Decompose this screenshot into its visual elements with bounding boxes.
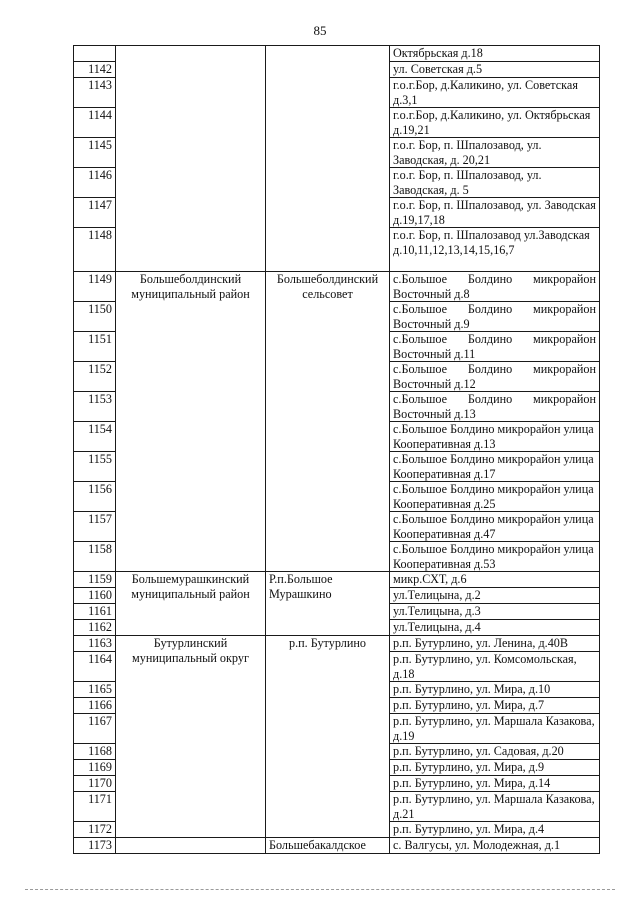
district-cell: Большемурашкинский муниципальный район bbox=[116, 572, 266, 636]
row-number: 1144 bbox=[74, 108, 116, 138]
address-cell: г.о.г. Бор, п. Шпалозавод, ул. Заводская, д. 5 bbox=[390, 168, 600, 198]
row-number: 1163 bbox=[74, 636, 116, 652]
address-cell: р.п. Бутурлино, ул. Маршала Казакова, д.19 bbox=[390, 714, 600, 744]
table-row bbox=[74, 272, 600, 302]
page-bottom-rule bbox=[25, 889, 615, 890]
district-cell bbox=[116, 46, 266, 272]
address-cell: с.Большое Болдино микрорайон Восточный д.12 bbox=[390, 362, 600, 392]
row-number: 1165 bbox=[74, 682, 116, 698]
address-cell: р.п. Бутурлино, ул. Мира, д.14 bbox=[390, 776, 600, 792]
row-number: 1154 bbox=[74, 422, 116, 452]
row-number: 1162 bbox=[74, 620, 116, 636]
row-number: 1143 bbox=[74, 78, 116, 108]
row-number: 1167 bbox=[74, 714, 116, 744]
row-number: 1164 bbox=[74, 652, 116, 682]
address-cell: с.Большое Болдино микрорайон Восточный д.8 bbox=[390, 272, 600, 302]
row-number: 1156 bbox=[74, 482, 116, 512]
address-cell: р.п. Бутурлино, ул. Мира, д.4 bbox=[390, 822, 600, 838]
row-number bbox=[74, 46, 116, 62]
settlement-cell: Большебакалдское bbox=[266, 838, 390, 854]
row-number: 1168 bbox=[74, 744, 116, 760]
address-cell: г.о.г. Бор, п. Шпалозавод, ул. Заводская, д. 20,21 bbox=[390, 138, 600, 168]
settlement-cell: Большеболдинский сельсовет bbox=[266, 272, 390, 572]
row-number: 1172 bbox=[74, 822, 116, 838]
row-number: 1158 bbox=[74, 542, 116, 572]
address-cell: р.п. Бутурлино, ул. Мира, д.10 bbox=[390, 682, 600, 698]
address-cell: с.Большое Болдино микрорайон улица Кооперативная д.47 bbox=[390, 512, 600, 542]
address-cell: р.п. Бутурлино, ул. Маршала Казакова, д.21 bbox=[390, 792, 600, 822]
address-cell: р.п. Бутурлино, ул. Мира, д.9 bbox=[390, 760, 600, 776]
table-row bbox=[74, 572, 600, 588]
address-cell: с. Валгусы, ул. Молодежная, д.1 bbox=[390, 838, 600, 854]
row-number: 1170 bbox=[74, 776, 116, 792]
row-number: 1155 bbox=[74, 452, 116, 482]
address-cell: с.Большое Болдино микрорайон улица Кооперативная д.17 bbox=[390, 452, 600, 482]
address-cell: с.Большое Болдино микрорайон улица Кооперативная д.13 bbox=[390, 422, 600, 452]
row-number: 1149 bbox=[74, 272, 116, 302]
address-cell: ул.Телицына, д.3 bbox=[390, 604, 600, 620]
row-number: 1147 bbox=[74, 198, 116, 228]
address-cell: р.п. Бутурлино, ул. Ленина, д.40В bbox=[390, 636, 600, 652]
row-number: 1152 bbox=[74, 362, 116, 392]
row-number: 1153 bbox=[74, 392, 116, 422]
address-cell: микр.СХТ, д.6 bbox=[390, 572, 600, 588]
row-number: 1161 bbox=[74, 604, 116, 620]
settlement-cell: р.п. Бутурлино bbox=[266, 636, 390, 838]
address-cell: с.Большое Болдино микрорайон Восточный д.13 bbox=[390, 392, 600, 422]
district-cell: Бутурлинский муниципальный округ bbox=[116, 636, 266, 838]
address-cell: с.Большое Болдино микрорайон улица Кооперативная д.25 bbox=[390, 482, 600, 512]
row-number: 1171 bbox=[74, 792, 116, 822]
row-number: 1160 bbox=[74, 588, 116, 604]
address-cell: Октябрьская д.18 bbox=[390, 46, 600, 62]
row-number: 1157 bbox=[74, 512, 116, 542]
district-cell bbox=[116, 838, 266, 854]
address-cell: с.Большое Болдино микрорайон улица Кооперативная д.53 bbox=[390, 542, 600, 572]
row-number: 1150 bbox=[74, 302, 116, 332]
row-number: 1166 bbox=[74, 698, 116, 714]
table-row bbox=[74, 636, 600, 652]
address-cell: р.п. Бутурлино, ул. Комсомольская, д.18 bbox=[390, 652, 600, 682]
address-cell: ул.Телицына, д.2 bbox=[390, 588, 600, 604]
address-cell: ул.Телицына, д.4 bbox=[390, 620, 600, 636]
row-number: 1145 bbox=[74, 138, 116, 168]
row-number: 1148 bbox=[74, 228, 116, 272]
settlement-cell: Р.п.Большое Мурашкино bbox=[266, 572, 390, 636]
row-number: 1173 bbox=[74, 838, 116, 854]
address-cell: г.о.г. Бор, п. Шпалозавод ул.Заводская д.10,11,12,13,14,15,16,7 bbox=[390, 228, 600, 272]
address-cell: г.о.г. Бор, п. Шпалозавод, ул. Заводская д.19,17,18 bbox=[390, 198, 600, 228]
settlement-cell bbox=[266, 46, 390, 272]
address-registry-table bbox=[73, 45, 600, 854]
address-cell: с.Большое Болдино микрорайон Восточный д.9 bbox=[390, 302, 600, 332]
address-cell: р.п. Бутурлино, ул. Мира, д.7 bbox=[390, 698, 600, 714]
address-cell: с.Большое Болдино микрорайон Восточный д.11 bbox=[390, 332, 600, 362]
address-cell: г.о.г.Бор, д.Каликино, ул. Советская д.3,1 bbox=[390, 78, 600, 108]
row-number: 1169 bbox=[74, 760, 116, 776]
table-row bbox=[74, 46, 600, 62]
row-number: 1142 bbox=[74, 62, 116, 78]
table-row bbox=[74, 838, 600, 854]
address-cell: ул. Советская д.5 bbox=[390, 62, 600, 78]
row-number: 1151 bbox=[74, 332, 116, 362]
row-number: 1159 bbox=[74, 572, 116, 588]
address-cell: г.о.г.Бор, д.Каликино, ул. Октябрьская д.19,21 bbox=[390, 108, 600, 138]
district-cell: Большеболдинский муниципальный район bbox=[116, 272, 266, 572]
page-number: 85 bbox=[313, 23, 327, 38]
row-number: 1146 bbox=[74, 168, 116, 198]
address-cell: р.п. Бутурлино, ул. Садовая, д.20 bbox=[390, 744, 600, 760]
